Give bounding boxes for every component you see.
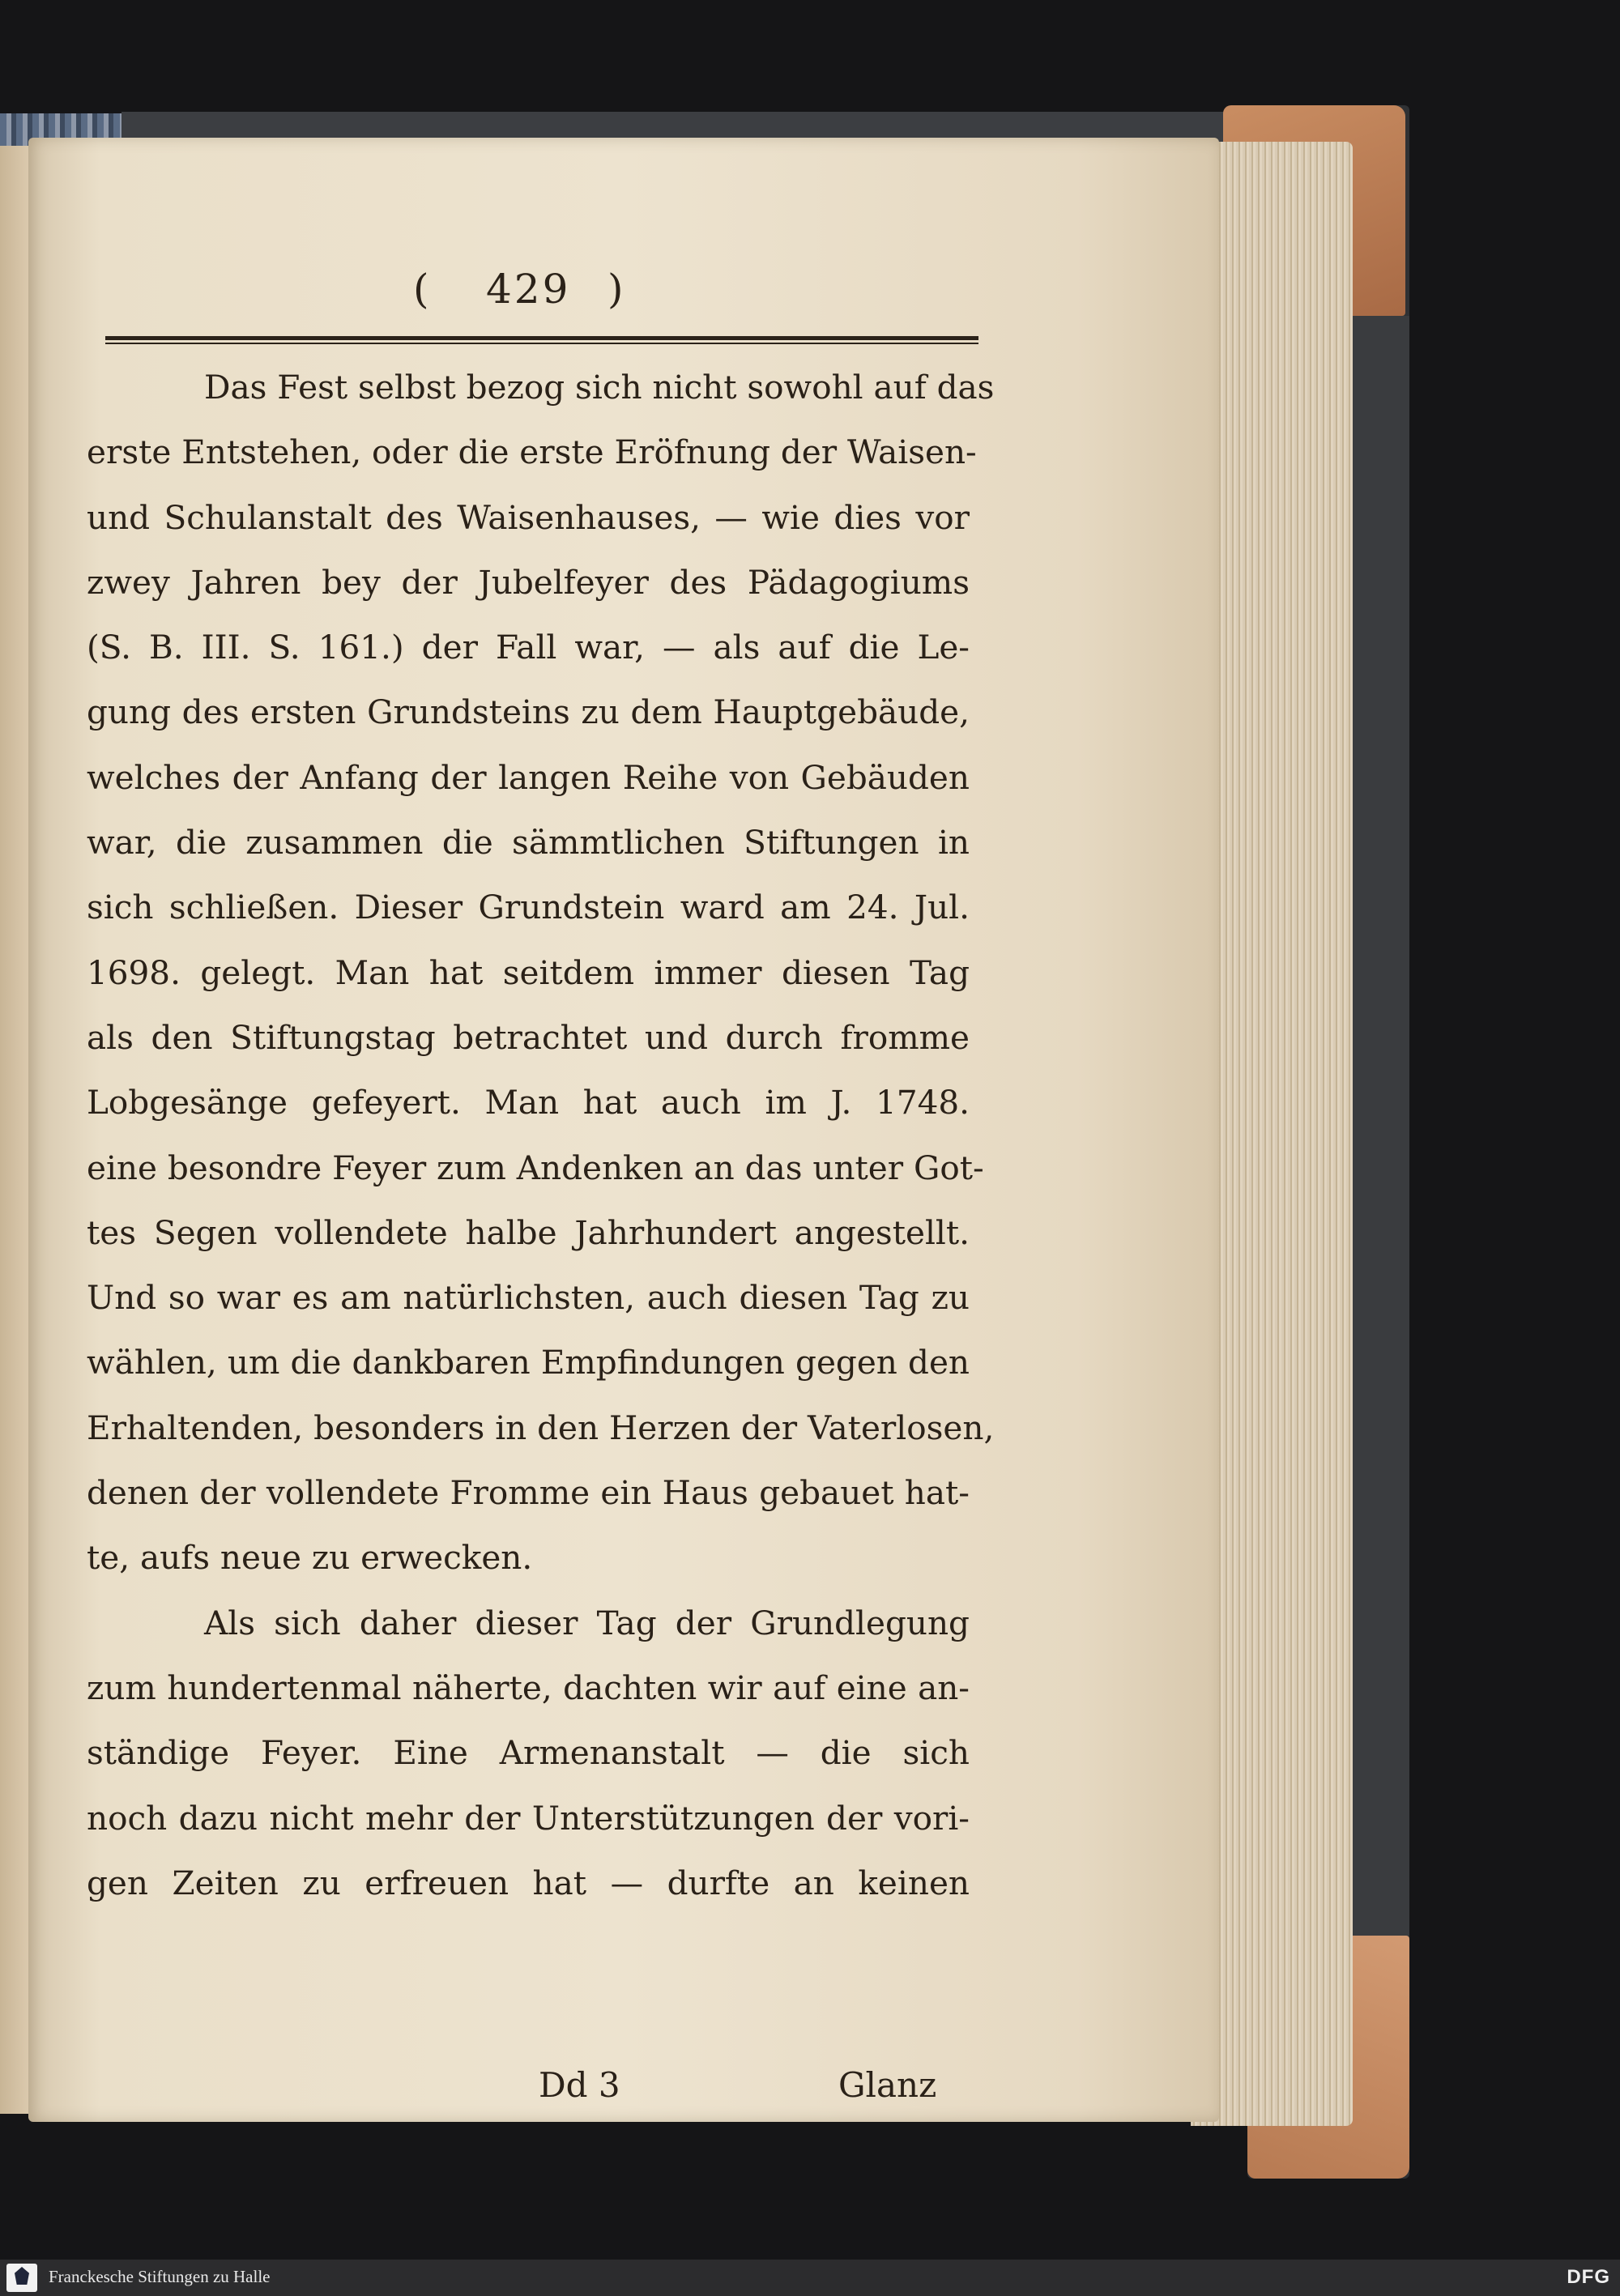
text-line: Das Fest selbst bezog sich nicht sowohl auf das bbox=[204, 368, 995, 407]
text-line: welches der Anfang der langen Reihe von Gebäuden bbox=[87, 757, 970, 797]
signature-mark: Dd 3 bbox=[539, 2065, 620, 2105]
text-line: zwey Jahren bey der Jubelfeyer des Pädagogiums bbox=[87, 562, 970, 602]
book-page bbox=[28, 138, 1219, 2122]
text-line: zum hundertenmal näherte, dachten wir auf eine an- bbox=[87, 1668, 970, 1707]
page-number: 429 bbox=[486, 266, 571, 313]
text-line: als den Stiftungstag betrachtet und durch fromme bbox=[87, 1017, 970, 1057]
page-signature-line bbox=[28, 2065, 1130, 2114]
text-line: eine besondre Feyer zum Andenken an das unter Got- bbox=[87, 1148, 984, 1187]
text-line: ständige Feyer. Eine Armenanstalt — die sich bbox=[87, 1733, 970, 1773]
text-line: Erhaltenden, besonders in den Herzen der Vaterlosen, bbox=[87, 1408, 995, 1447]
header-paren-close: ) bbox=[608, 266, 624, 313]
text-line: Und so war es am natürlichsten, auch diesen Tag zu bbox=[87, 1278, 970, 1318]
text-line: Als sich daher dieser Tag der Grundlegung bbox=[204, 1603, 970, 1642]
text-line: wählen, um die dankbaren Empfindungen gegen den bbox=[87, 1343, 970, 1382]
text-line: noch dazu nicht mehr der Unterstützungen der vori- bbox=[87, 1798, 970, 1838]
page-header bbox=[28, 266, 1130, 330]
body-text bbox=[87, 355, 995, 1915]
header-rule bbox=[105, 336, 978, 344]
text-line: (S. B. III. S. 161.) der Fall war, — als auf die Le- bbox=[87, 628, 970, 667]
dfg-logo: DFG bbox=[1567, 2266, 1610, 2288]
logo-glyph bbox=[15, 2267, 29, 2285]
text-line: war, die zusammen die sämmtlichen Stiftungen in bbox=[87, 823, 970, 863]
text-line: gung des ersten Grundsteins zu dem Hauptgebäude, bbox=[87, 692, 970, 732]
text-line: Lobgesänge gefeyert. Man hat auch im J. 1748. bbox=[87, 1083, 970, 1122]
text-line: sich schließen. Dieser Grundstein ward am 24. Jul. bbox=[87, 888, 970, 927]
catchword: Glanz bbox=[838, 2065, 937, 2105]
text-line: te, aufs neue zu erwecken. bbox=[87, 1538, 533, 1578]
header-paren-open: ( bbox=[413, 266, 429, 313]
text-line: gen Zeiten zu erfreuen hat — durfte an keinen bbox=[87, 1863, 970, 1902]
text-line: denen der vollendete Fromme ein Haus gebauet hat- bbox=[87, 1473, 970, 1513]
text-line: erste Entstehen, oder die erste Eröfnung der Waisen- bbox=[87, 432, 977, 472]
owner-label: Franckesche Stiftungen zu Halle bbox=[49, 2267, 271, 2286]
francke-stiftungen-logo-icon bbox=[6, 2264, 37, 2292]
text-line: tes Segen vollendete halbe Jahrhundert angestellt. bbox=[87, 1212, 970, 1252]
text-line: und Schulanstalt des Waisenhauses, — wie dies vor bbox=[87, 497, 970, 537]
viewer-footer bbox=[0, 2260, 1620, 2296]
text-line: 1698. gelegt. Man hat seitdem immer diesen Tag bbox=[87, 952, 970, 992]
